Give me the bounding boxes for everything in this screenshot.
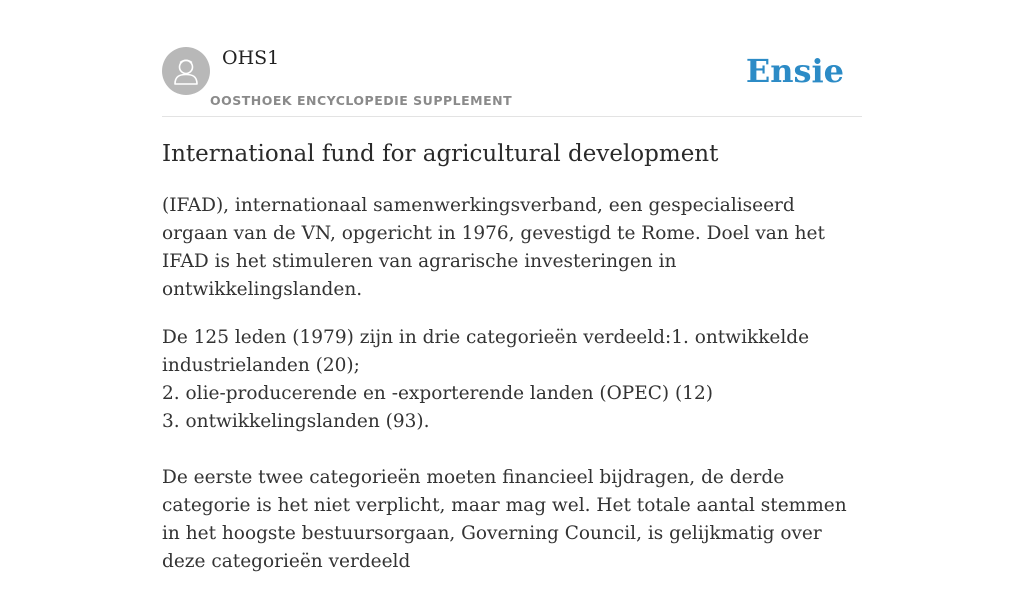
user-icon xyxy=(162,47,210,95)
member-line: De 125 leden (1979) zijn in drie categorieën verdeeld:1. ontwikkelde industrielanden (20); xyxy=(162,327,810,376)
header xyxy=(162,46,862,117)
article-paragraph-contributions: De eerste twee categorieën moeten financieel bijdragen, de derde categorie is het niet verplicht, maar mag wel. Het totale aantal stemmen in het hoogste bestuursorgaan, Governing Council, is gelijkmatig over deze categorieën verdeeld xyxy=(162,467,847,572)
article-paragraph-intro: (IFAD), internationaal samenwerkingsverband, een gespecialiseerd orgaan van de VN, opgericht in 1976, gevestigd te Rome. Doel van het IFAD is het stimuleren van agrarische investeringen in ontwikkelingslanden. xyxy=(162,195,825,300)
site-logo[interactable]: Ensie xyxy=(745,52,844,90)
member-line: 2. olie-producerende en -exporterende landen (OPEC) (12) xyxy=(162,383,713,404)
source-name[interactable]: OOSTHOEK ENCYCLOPEDIE SUPPLEMENT xyxy=(210,93,513,108)
article-paragraph-members xyxy=(162,324,866,436)
article-title: International fund for agricultural development xyxy=(162,141,719,167)
user-name[interactable]: OHS1 xyxy=(222,47,280,69)
article xyxy=(162,138,866,596)
member-line: 3. ontwikkelingslanden (93). xyxy=(162,411,430,432)
avatar[interactable] xyxy=(162,47,210,95)
